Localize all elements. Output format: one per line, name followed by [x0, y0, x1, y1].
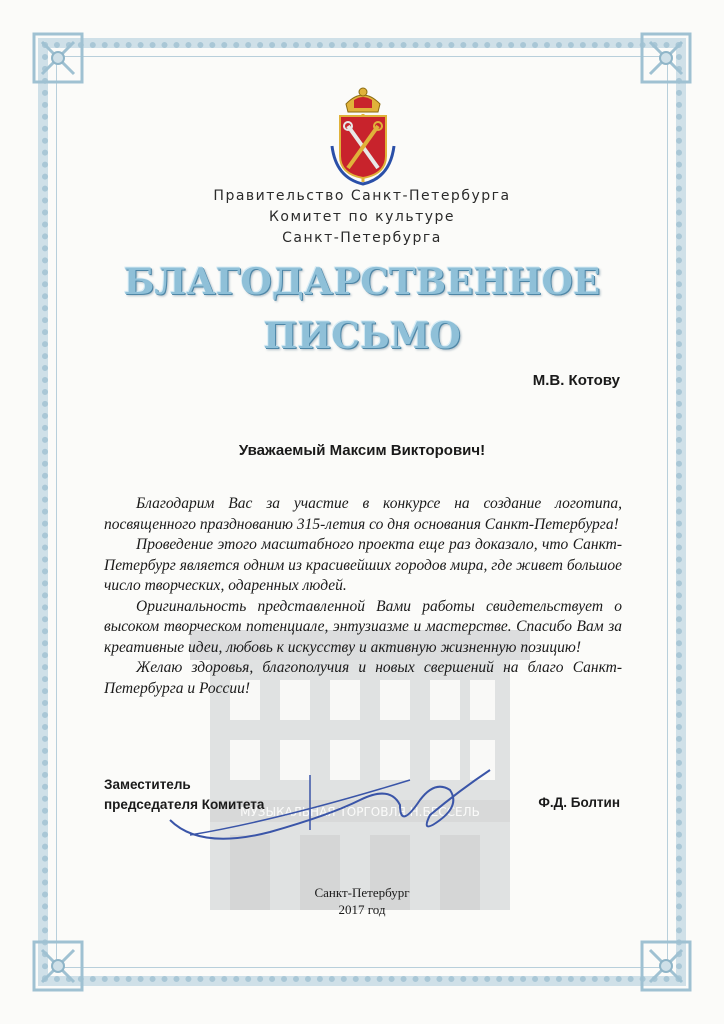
- footer-year: 2017 год: [338, 902, 386, 917]
- watermark-shop-sign: МУЗЫКАЛЬНАЯ ТОРГОВЛЯ Н.БЕССЕЛЬ: [240, 805, 480, 819]
- org-line: Комитет по культуре: [268, 209, 456, 225]
- handwritten-signature: [160, 760, 500, 860]
- org-line: Санкт-Петербурга: [282, 230, 442, 246]
- footer-city: Санкт-Петербург: [314, 885, 410, 900]
- corner-ornament-icon: [32, 32, 84, 84]
- corner-ornament-icon: [640, 32, 692, 84]
- addressee: М.В. Котову: [532, 372, 620, 389]
- org-line: Правительство Санкт-Петербурга: [213, 188, 511, 204]
- title-line: ПИСЬМО: [263, 315, 461, 357]
- letter-footer: [0, 884, 724, 918]
- greeting: Уважаемый Максим Викторович!: [238, 442, 486, 459]
- signer-name: Ф.Д. Болтин: [538, 795, 620, 810]
- signer-position-line: председателя Комитета: [104, 797, 265, 812]
- signer-position-line: Заместитель: [104, 777, 191, 792]
- body-paragraph: Проведение этого масштабного проекта еще раз доказало, что Санкт-Петербург является одним из красивейших городов мира, где живет большое число творческих, одаренных людей.: [104, 536, 622, 594]
- saint-petersburg-coat-of-arms-icon: [318, 86, 408, 186]
- title-line: БЛАГОДАРСТВЕННОЕ: [123, 261, 601, 303]
- body-paragraph: Желаю здоровья, благополучия и новых свершений на благо Санкт-Петербурга и России!: [104, 659, 622, 697]
- letter-body: [104, 494, 622, 699]
- letter-title: [0, 255, 724, 363]
- corner-ornament-icon: [640, 940, 692, 992]
- issuing-organization: [0, 186, 724, 249]
- body-paragraph: Благодарим Вас за участие в конкурсе на создание логотипа, посвященного празднованию 315-летия со дня основания Санкт-Петербурга!: [104, 495, 622, 533]
- body-paragraph: Оригинальность представленной Вами работы свидетельствует о высоком творческом потенциале, энтузиазме и мастерстве. Спасибо Вам за креативные идеи, любовь к искусству и активную жизненную позицию!: [104, 597, 622, 656]
- corner-ornament-icon: [32, 940, 84, 992]
